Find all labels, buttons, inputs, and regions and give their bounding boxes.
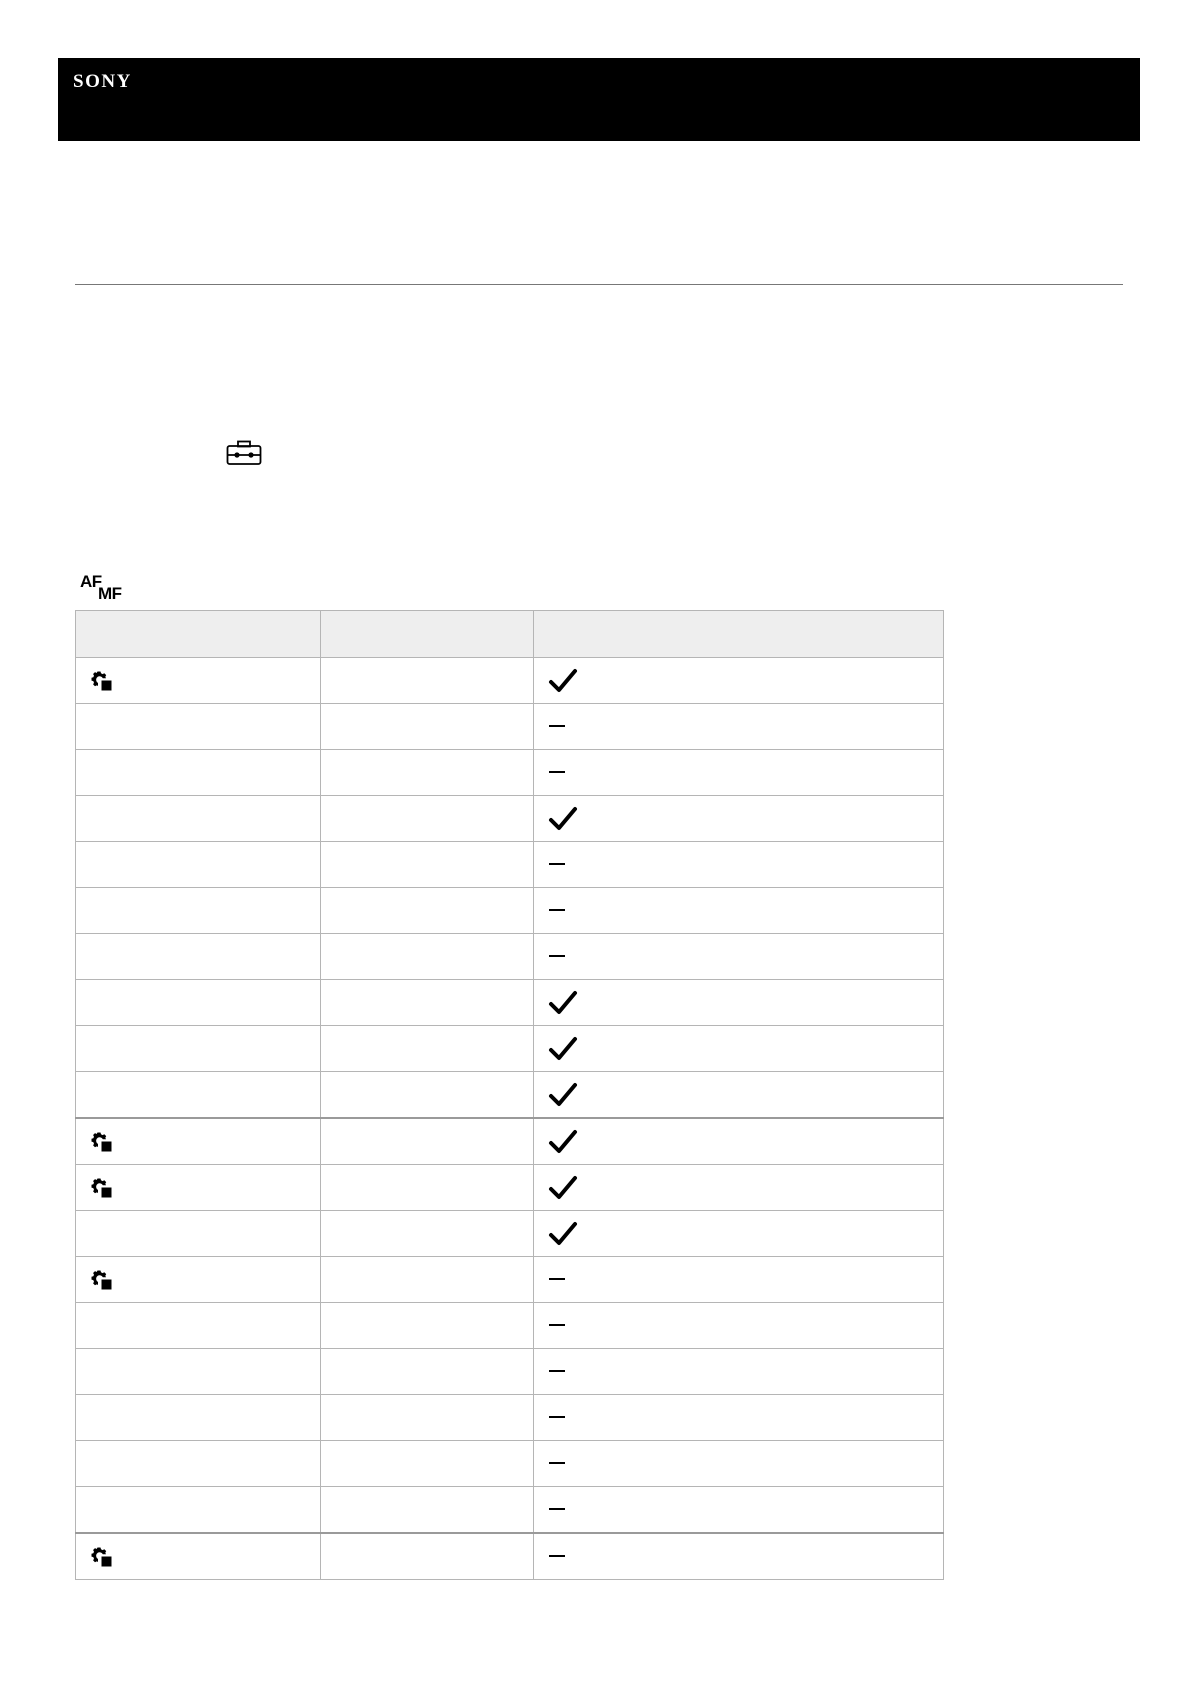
af-mf-icon: [80, 572, 128, 604]
dash-icon: [548, 1273, 566, 1285]
row-mark-cell: [534, 1118, 944, 1165]
row-mark-cell: [534, 1257, 944, 1303]
row-value-cell: [321, 658, 534, 704]
checkmark-icon: [548, 1081, 578, 1109]
row-mark-cell: [534, 1211, 944, 1257]
row-item-cell: [76, 1533, 321, 1580]
checkmark-icon: [548, 1128, 578, 1156]
row-mark-cell: [534, 1533, 944, 1580]
table-row: [76, 842, 944, 888]
table-body: [76, 658, 944, 1580]
dash-icon: [548, 904, 566, 916]
row-item-cell: [76, 1395, 321, 1441]
table-row: [76, 1257, 944, 1303]
row-value-cell: [321, 796, 534, 842]
row-item-cell: [76, 842, 321, 888]
checkmark-icon: [548, 667, 578, 695]
dash-icon: [548, 1457, 566, 1469]
row-value-cell: [321, 1303, 534, 1349]
row-mark-cell: [534, 1072, 944, 1119]
dash-icon: [548, 766, 566, 778]
table-header-row: [76, 611, 944, 658]
row-value-cell: [321, 1165, 534, 1211]
row-item-cell: [76, 888, 321, 934]
row-value-cell: [321, 1533, 534, 1580]
row-item-cell: [76, 934, 321, 980]
row-item-cell: [76, 1349, 321, 1395]
row-item-cell: [76, 1026, 321, 1072]
row-item-cell: [76, 658, 321, 704]
row-mark-cell: [534, 1026, 944, 1072]
row-item-cell: [76, 980, 321, 1026]
row-value-cell: [321, 1395, 534, 1441]
dash-icon: [548, 720, 566, 732]
mf-label: MF: [98, 584, 122, 603]
header-bar: [58, 58, 1140, 141]
table-row: [76, 1349, 944, 1395]
row-value-cell: [321, 750, 534, 796]
row-item-cell: [76, 704, 321, 750]
row-value-cell: [321, 980, 534, 1026]
dash-icon: [548, 1319, 566, 1331]
row-mark-cell: [534, 1349, 944, 1395]
row-mark-cell: [534, 750, 944, 796]
camera-custom-icon: [90, 1545, 114, 1569]
dash-icon: [548, 1365, 566, 1377]
table-row: [76, 934, 944, 980]
header-cell-3: [534, 611, 944, 658]
row-mark-cell: [534, 1165, 944, 1211]
camera-custom-icon: [90, 669, 114, 693]
camera-custom-icon: [90, 1176, 114, 1200]
row-value-cell: [321, 934, 534, 980]
checkmark-icon: [548, 1220, 578, 1248]
table-row: [76, 1118, 944, 1165]
row-value-cell: [321, 704, 534, 750]
row-mark-cell: [534, 1487, 944, 1534]
row-value-cell: [321, 1118, 534, 1165]
table-row: [76, 1211, 944, 1257]
toolbox-icon: [226, 440, 262, 466]
row-value-cell: [321, 888, 534, 934]
dash-icon: [548, 1550, 566, 1562]
row-mark-cell: [534, 980, 944, 1026]
checkmark-icon: [548, 805, 578, 833]
checkmark-icon: [548, 1035, 578, 1063]
row-item-cell: [76, 1118, 321, 1165]
table-row: [76, 1533, 944, 1580]
row-mark-cell: [534, 934, 944, 980]
dash-icon: [548, 858, 566, 870]
table-row: [76, 1303, 944, 1349]
table-row: [76, 1072, 944, 1119]
row-value-cell: [321, 1072, 534, 1119]
brand-logo: SONY: [73, 71, 132, 92]
row-value-cell: [321, 1026, 534, 1072]
table-row: [76, 980, 944, 1026]
row-value-cell: [321, 1257, 534, 1303]
row-item-cell: [76, 1441, 321, 1487]
row-item-cell: [76, 1165, 321, 1211]
dash-icon: [548, 950, 566, 962]
row-mark-cell: [534, 842, 944, 888]
row-mark-cell: [534, 1395, 944, 1441]
settings-table: [75, 610, 944, 1580]
row-mark-cell: [534, 796, 944, 842]
row-value-cell: [321, 1487, 534, 1534]
table-row: [76, 704, 944, 750]
header-cell-1: [76, 611, 321, 658]
dash-icon: [548, 1503, 566, 1515]
row-mark-cell: [534, 1303, 944, 1349]
row-item-cell: [76, 1487, 321, 1534]
af-label: AF: [80, 572, 102, 591]
row-mark-cell: [534, 1441, 944, 1487]
table-row: [76, 1165, 944, 1211]
row-value-cell: [321, 1349, 534, 1395]
row-item-cell: [76, 1257, 321, 1303]
table-row: [76, 888, 944, 934]
row-value-cell: [321, 842, 534, 888]
table-row: [76, 1026, 944, 1072]
table-row: [76, 750, 944, 796]
checkmark-icon: [548, 1174, 578, 1202]
table-row: [76, 796, 944, 842]
row-mark-cell: [534, 658, 944, 704]
table-row: [76, 658, 944, 704]
table-row: [76, 1487, 944, 1534]
table-row: [76, 1395, 944, 1441]
row-item-cell: [76, 1072, 321, 1119]
header-cell-2: [321, 611, 534, 658]
camera-custom-icon: [90, 1268, 114, 1292]
title-divider: [75, 284, 1123, 285]
row-item-cell: [76, 750, 321, 796]
row-item-cell: [76, 796, 321, 842]
camera-custom-icon: [90, 1130, 114, 1154]
row-mark-cell: [534, 704, 944, 750]
row-value-cell: [321, 1441, 534, 1487]
table-row: [76, 1441, 944, 1487]
row-item-cell: [76, 1303, 321, 1349]
row-mark-cell: [534, 888, 944, 934]
row-value-cell: [321, 1211, 534, 1257]
row-item-cell: [76, 1211, 321, 1257]
dash-icon: [548, 1411, 566, 1423]
checkmark-icon: [548, 989, 578, 1017]
